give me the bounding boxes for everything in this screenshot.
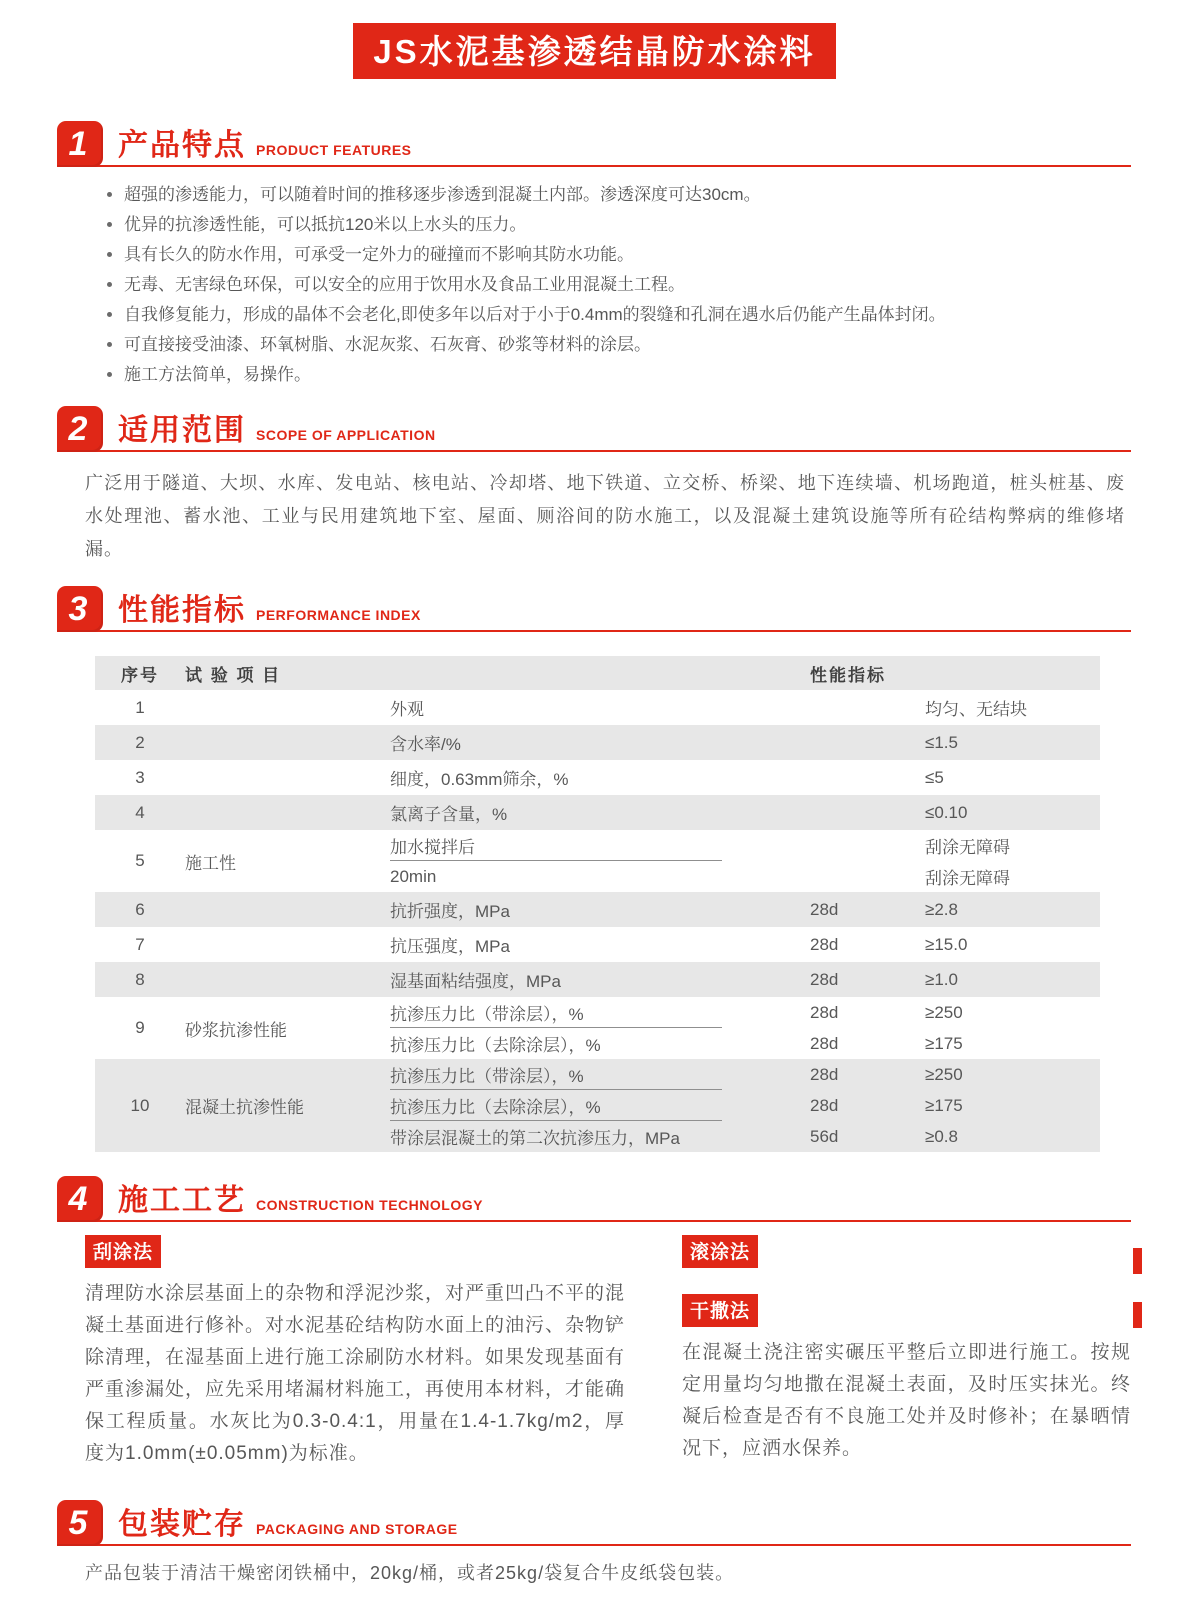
section-construction-technology — [57, 1172, 1131, 1470]
row-serial-number: 1 — [135, 697, 145, 717]
scope-paragraph: 广泛用于隧道、大坝、水库、发电站、核电站、冷却塔、地下铁道、立交桥、桥梁、地下连续墙、机场跑道，桩头桩基、废水处理池、蓄水池、工业与民用建筑地下室、屋面、厕浴间的防水施工，以及混凝土建筑设施等所有砼结构弊病的维修堵漏。 — [85, 473, 1125, 559]
row-group-label — [185, 892, 390, 927]
feature-item: 自我修复能力，形成的晶体不会老化,即使多年以后对于小于0.4mm的裂缝和孔洞在遇水后仍能产生晶体封闭。 — [107, 303, 1131, 326]
table-subrow — [390, 1121, 1100, 1152]
method-column-left — [85, 1235, 625, 1470]
row-test-items — [390, 830, 1100, 892]
row-test-items — [390, 690, 1100, 725]
section-3-title: 性能指标 — [118, 594, 246, 627]
section-4-title: 施工工艺 — [118, 1184, 246, 1217]
section-3-number-badge — [57, 586, 103, 632]
table-row — [95, 997, 1100, 1059]
table-subrow — [390, 1090, 1100, 1121]
row-serial-number: 7 — [135, 934, 145, 954]
scrape-method-badge: 刮涂法 — [85, 1235, 161, 1268]
test-item-age: 28d — [810, 1033, 839, 1053]
table-subrow — [390, 927, 1100, 962]
section-2-title: 适用范围 — [118, 414, 246, 447]
row-test-items — [390, 725, 1100, 760]
test-item-name: 20min — [390, 866, 437, 886]
test-item-age: 28d — [810, 969, 839, 989]
feature-item: 施工方法简单，易操作。 — [107, 363, 1131, 386]
performance-table-body — [95, 690, 1100, 1152]
table-subrow — [390, 760, 1100, 795]
section-1-subtitle: PRODUCT FEATURES — [256, 142, 412, 158]
row-group-label — [185, 690, 390, 725]
roll-method-gap — [682, 1268, 1131, 1294]
test-item-value: ≥175 — [925, 1033, 963, 1053]
row-test-items — [390, 962, 1100, 997]
test-item-value: 刮涂无障碍 — [925, 838, 1010, 857]
section-product-features — [57, 117, 1131, 386]
table-subrow — [390, 997, 1100, 1028]
title-banner-wrap — [0, 0, 1189, 79]
test-item-name: 湿基面粘结强度，MPa — [390, 972, 561, 991]
row-serial-number: 3 — [135, 767, 145, 787]
test-item-name: 加水搅拌后 — [390, 838, 475, 857]
packaging-paragraph: 产品包装于清洁干燥密闭铁桶中，20kg/桶，或者25kg/袋复合牛皮纸袋包装。 — [85, 1563, 735, 1583]
row-group-label — [185, 725, 390, 760]
page-title: JS水泥基渗透结晶防水涂料 — [353, 23, 835, 79]
section-4-number: 4 — [68, 1179, 88, 1218]
test-item-name: 氯离子含量，% — [390, 805, 508, 824]
header-performance-index: 性能指标 — [810, 665, 886, 685]
method-column-right — [682, 1235, 1131, 1470]
table-subrow — [390, 725, 1100, 760]
test-item-value: ≥175 — [925, 1095, 963, 1115]
test-item-age: 28d — [810, 934, 839, 954]
section-3-subtitle: PERFORMANCE INDEX — [256, 607, 421, 623]
row-serial-number: 6 — [135, 899, 145, 919]
feature-item: 无毒、无害绿色环保，可以安全的应用于饮用水及食品工业用混凝土工程。 — [107, 273, 1131, 296]
test-item-name: 细度，0.63mm筛余，% — [390, 770, 569, 789]
test-item-age: 56d — [810, 1126, 839, 1146]
section-2-header — [57, 402, 1131, 452]
test-item-age: 28d — [810, 1002, 839, 1022]
test-item-name: 抗渗压力比（带涂层），% — [390, 1005, 584, 1024]
section-3-number: 3 — [68, 589, 88, 628]
row-serial-number: 8 — [135, 969, 145, 989]
row-serial-number: 5 — [135, 851, 145, 870]
table-subrow — [390, 690, 1100, 725]
section-4-number-badge — [57, 1176, 103, 1222]
performance-table — [95, 656, 1100, 1152]
section-1-number: 1 — [68, 124, 88, 163]
test-item-name: 抗渗压力比（去除涂层），% — [390, 1036, 601, 1055]
test-item-name: 抗压强度，MPa — [390, 937, 510, 956]
table-row — [95, 927, 1100, 962]
section-scope — [57, 402, 1131, 566]
test-item-value: ≥0.8 — [925, 1126, 958, 1146]
row-test-items — [390, 892, 1100, 927]
table-row — [95, 830, 1100, 892]
test-item-age: 28d — [810, 1064, 839, 1084]
test-item-value: ≤0.10 — [925, 802, 968, 822]
page-edge-red-mark — [1133, 1248, 1142, 1274]
test-item-value: ≤5 — [925, 767, 944, 787]
table-row — [95, 892, 1100, 927]
table-row — [95, 760, 1100, 795]
section-3-header — [57, 582, 1131, 632]
row-test-items — [390, 795, 1100, 830]
test-item-name: 带涂层混凝土的第二次抗渗压力，MPa — [390, 1129, 680, 1148]
table-subrow — [390, 830, 1100, 861]
feature-item: 具有长久的防水作用，可承受一定外力的碰撞而不影响其防水功能。 — [107, 243, 1131, 266]
test-item-value: 均匀、无结块 — [925, 700, 1027, 719]
section-5-subtitle: PACKAGING AND STORAGE — [256, 1521, 458, 1537]
table-row — [95, 690, 1100, 725]
row-serial-number: 9 — [135, 1018, 145, 1037]
header-test-item: 试 验 项 目 — [185, 665, 282, 685]
table-subrow — [390, 892, 1100, 927]
roll-method-badge: 滚涂法 — [682, 1235, 758, 1268]
section-2-subtitle: SCOPE OF APPLICATION — [256, 427, 436, 443]
table-subrow — [390, 962, 1100, 997]
test-item-value: ≥250 — [925, 1064, 963, 1084]
test-item-value: ≥250 — [925, 1002, 963, 1022]
section-1-title: 产品特点 — [118, 129, 246, 162]
row-serial-number: 10 — [130, 1095, 150, 1115]
test-item-name: 抗折强度，MPa — [390, 902, 510, 921]
feature-item: 超强的渗透能力，可以随着时间的推移逐步渗透到混凝土内部。渗透深度可达30cm。 — [107, 183, 1131, 206]
dry-method-badge: 干撒法 — [682, 1294, 758, 1327]
table-subrow — [390, 1059, 1100, 1090]
section-2-number: 2 — [68, 409, 88, 448]
section-5-number-badge — [57, 1500, 103, 1546]
feature-item: 优异的抗渗透性能，可以抵抗120米以上水头的压力。 — [107, 213, 1131, 236]
row-test-items — [390, 760, 1100, 795]
header-serial: 序号 — [121, 665, 159, 685]
row-group-label — [185, 927, 390, 962]
test-item-value: ≥1.0 — [925, 969, 958, 989]
test-item-name: 含水率/% — [390, 735, 461, 754]
page-edge-red-mark — [1133, 1302, 1142, 1328]
table-row — [95, 795, 1100, 830]
test-item-age: 28d — [810, 899, 839, 919]
section-5-number: 5 — [68, 1503, 88, 1542]
section-4-subtitle: CONSTRUCTION TECHNOLOGY — [256, 1197, 483, 1213]
row-group-label — [185, 760, 390, 795]
section-packaging-storage — [57, 1496, 1131, 1585]
table-subrow — [390, 861, 1100, 892]
test-item-value: ≥2.8 — [925, 899, 958, 919]
test-item-value: ≤1.5 — [925, 732, 958, 752]
section-2-number-badge — [57, 406, 103, 452]
table-subrow — [390, 795, 1100, 830]
feature-item: 可直接接受油漆、环氧树脂、水泥灰浆、石灰膏、砂浆等材料的涂层。 — [107, 333, 1131, 356]
test-item-age: 28d — [810, 1095, 839, 1115]
row-test-items — [390, 1059, 1100, 1152]
row-test-items — [390, 997, 1100, 1059]
section-performance-index — [57, 582, 1131, 1152]
section-5-header — [57, 1496, 1131, 1546]
test-item-value: 刮涂无障碍 — [925, 869, 1010, 888]
row-group-label: 混凝土抗渗性能 — [185, 1098, 304, 1117]
section-4-header — [57, 1172, 1131, 1222]
table-header-row — [95, 656, 1100, 690]
row-test-items — [390, 927, 1100, 962]
table-row — [95, 725, 1100, 760]
row-group-label: 砂浆抗渗性能 — [185, 1020, 287, 1040]
test-item-name: 抗渗压力比（带涂层），% — [390, 1067, 584, 1086]
table-subrow — [390, 1028, 1100, 1059]
row-group-label — [185, 962, 390, 997]
table-row — [95, 962, 1100, 997]
test-item-name: 外观 — [390, 700, 424, 719]
dry-method-body: 在混凝土浇注密实碾压平整后立即进行施工。按规定用量均匀地撒在混凝土表面，及时压实抹光。终凝后检查是否有不良施工处并及时修补；在暴晒情况下，应洒水保养。 — [682, 1342, 1131, 1459]
row-group-label — [185, 795, 390, 830]
row-serial-number: 2 — [135, 732, 145, 752]
feature-list — [57, 167, 1131, 386]
section-1-header — [57, 117, 1131, 167]
section-5-title: 包装贮存 — [118, 1508, 246, 1541]
row-serial-number: 4 — [135, 802, 145, 822]
construction-methods — [57, 1235, 1131, 1470]
section-1-number-badge — [57, 121, 103, 167]
test-item-name: 抗渗压力比（去除涂层），% — [390, 1098, 601, 1117]
test-item-value: ≥15.0 — [925, 934, 968, 954]
row-group-label: 施工性 — [185, 853, 236, 873]
table-row — [95, 1059, 1100, 1152]
scrape-method-body: 清理防水涂层基面上的杂物和浮泥沙浆，对严重凹凸不平的混凝土基面进行修补。对水泥基砼结构防水面上的油污、杂物铲除清理，在湿基面上进行施工涂刷防水材料。如果发现基面有严重渗漏处，应先采用堵漏材料施工，再使用本材料，才能确保工程质量。水灰比为0.3-0.4:1，用量在1.4-1.7kg/m2，厚度为1.0mm(±0.05mm)为标准。 — [85, 1283, 626, 1464]
